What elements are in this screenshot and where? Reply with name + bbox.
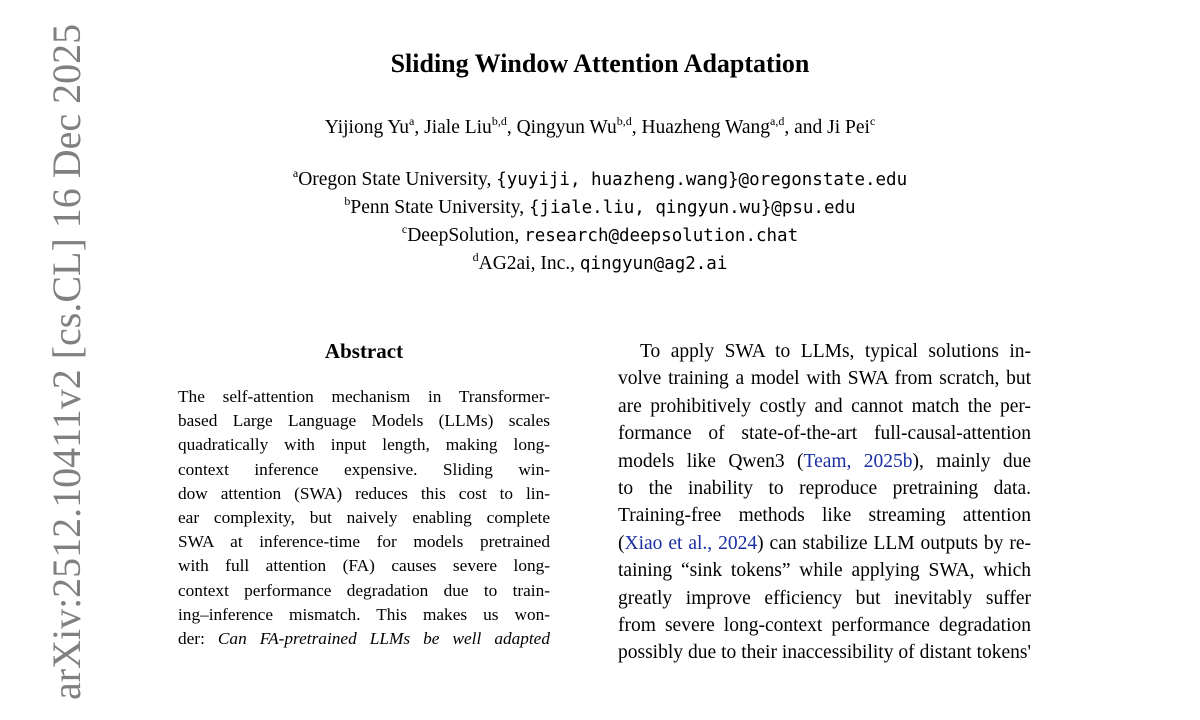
affiliation-mark: c [869, 113, 876, 128]
abstract-line: context inference expensive. Sliding win- [178, 459, 550, 479]
affiliation-list [0, 166, 1200, 278]
intro-paragraph [618, 338, 1031, 667]
affiliation-mark: a [292, 165, 299, 180]
arxiv-stamp-text: arXiv:2512.10411v2 [cs.CL] 16 Dec 2025 [44, 23, 89, 700]
body-text: ) can stabilize LLM outputs by re- [757, 532, 1031, 554]
abstract-question: Can FA-pretrained LLMs be well adapted [217, 628, 550, 648]
author-separator: , and [784, 117, 828, 138]
author-separator: , [506, 117, 517, 138]
author-name: Jiale Liu [424, 117, 492, 138]
affiliation-mark: d [472, 249, 479, 264]
author-name: Qingyun Wu [516, 117, 617, 138]
affiliation-line [0, 166, 1200, 194]
affiliation-email[interactable]: research@deepsolution.chat [524, 226, 799, 246]
abstract-text: der: [178, 628, 218, 648]
affiliation-org: Oregon State University, [298, 169, 497, 190]
body-line: possibly due to their inaccessibility of distant tokens' [618, 642, 1031, 664]
abstract-heading: Abstract [324, 339, 404, 363]
affiliation-org: Penn State University, [350, 197, 529, 218]
affiliation-line [0, 222, 1200, 250]
affiliation-line [0, 250, 1200, 278]
body-line: formance of state-of-the-art full-causal-attention [618, 423, 1031, 445]
affiliation-email[interactable]: {yuyiji, huazheng.wang}@oregonstate.edu [496, 170, 908, 190]
body-line [618, 448, 1031, 475]
abstract-line: with full attention (FA) causes severe long- [178, 556, 550, 576]
author-name: Huazheng Wang [641, 117, 771, 138]
abstract-line: dow attention (SWA) reduces this cost to lin- [178, 483, 550, 503]
body-line: to the inability to reproduce pretraining data. [618, 477, 1031, 499]
affiliation-mark: c [401, 221, 408, 236]
affiliation-org: AG2ai, Inc., [478, 253, 580, 274]
abstract-line: context performance degradation due to train- [178, 580, 550, 600]
affiliation-mark: b,d [491, 113, 507, 128]
author-separator: , [414, 117, 425, 138]
citation-link[interactable]: Team, 2025b [803, 450, 913, 472]
author-name: Ji Pei [827, 117, 870, 138]
body-line: taining “sink tokens” while applying SWA, which [618, 560, 1031, 582]
abstract-body [178, 385, 550, 651]
abstract-line: ear complexity, but naively enabling complete [178, 507, 550, 527]
affiliation-mark: a [409, 113, 415, 128]
body-line: To apply SWA to LLMs, typical solutions in- [640, 341, 1031, 362]
body-line: greatly improve efficiency but inevitably suffer [618, 587, 1031, 609]
abstract-line: based Large Language Models (LLMs) scales [178, 411, 550, 431]
affiliation-line [0, 194, 1200, 222]
body-text: ), mainly due [912, 450, 1031, 472]
affiliation-mark: b [344, 193, 351, 208]
affiliation-mark: b,d [616, 113, 632, 128]
paper-title: Sliding Window Attention Adaptation [390, 49, 810, 78]
body-line: are prohibitively costly and cannot match the per- [618, 395, 1031, 417]
body-line: volve training a model with SWA from scratch, but [618, 368, 1031, 390]
body-line [618, 530, 1031, 557]
citation-link[interactable]: Xiao et al., 2024 [624, 532, 758, 554]
abstract-line: SWA at inference-time for models pretrained [178, 532, 550, 552]
author-name: Yijiong Yu [324, 117, 410, 138]
affiliation-org: DeepSolution, [407, 225, 525, 246]
abstract-line [178, 627, 550, 651]
body-line: Training-free methods like streaming attention [618, 505, 1031, 527]
affiliation-email[interactable]: {jiale.liu, qingyun.wu}@psu.edu [528, 198, 856, 218]
body-text: ( [618, 532, 625, 554]
affiliation-email[interactable]: qingyun@ag2.ai [579, 254, 728, 274]
abstract-line: ing–inference mismatch. This makes us won- [178, 604, 550, 624]
body-text: models like Qwen3 ( [618, 450, 804, 472]
affiliation-mark: a,d [770, 113, 785, 128]
abstract-line: The self-attention mechanism in Transformer- [178, 387, 550, 406]
body-line: from severe long-context performance degradation [618, 614, 1031, 636]
author-separator: , [631, 117, 642, 138]
author-list [0, 114, 1200, 142]
abstract-line: quadratically with input length, making long- [178, 435, 550, 455]
